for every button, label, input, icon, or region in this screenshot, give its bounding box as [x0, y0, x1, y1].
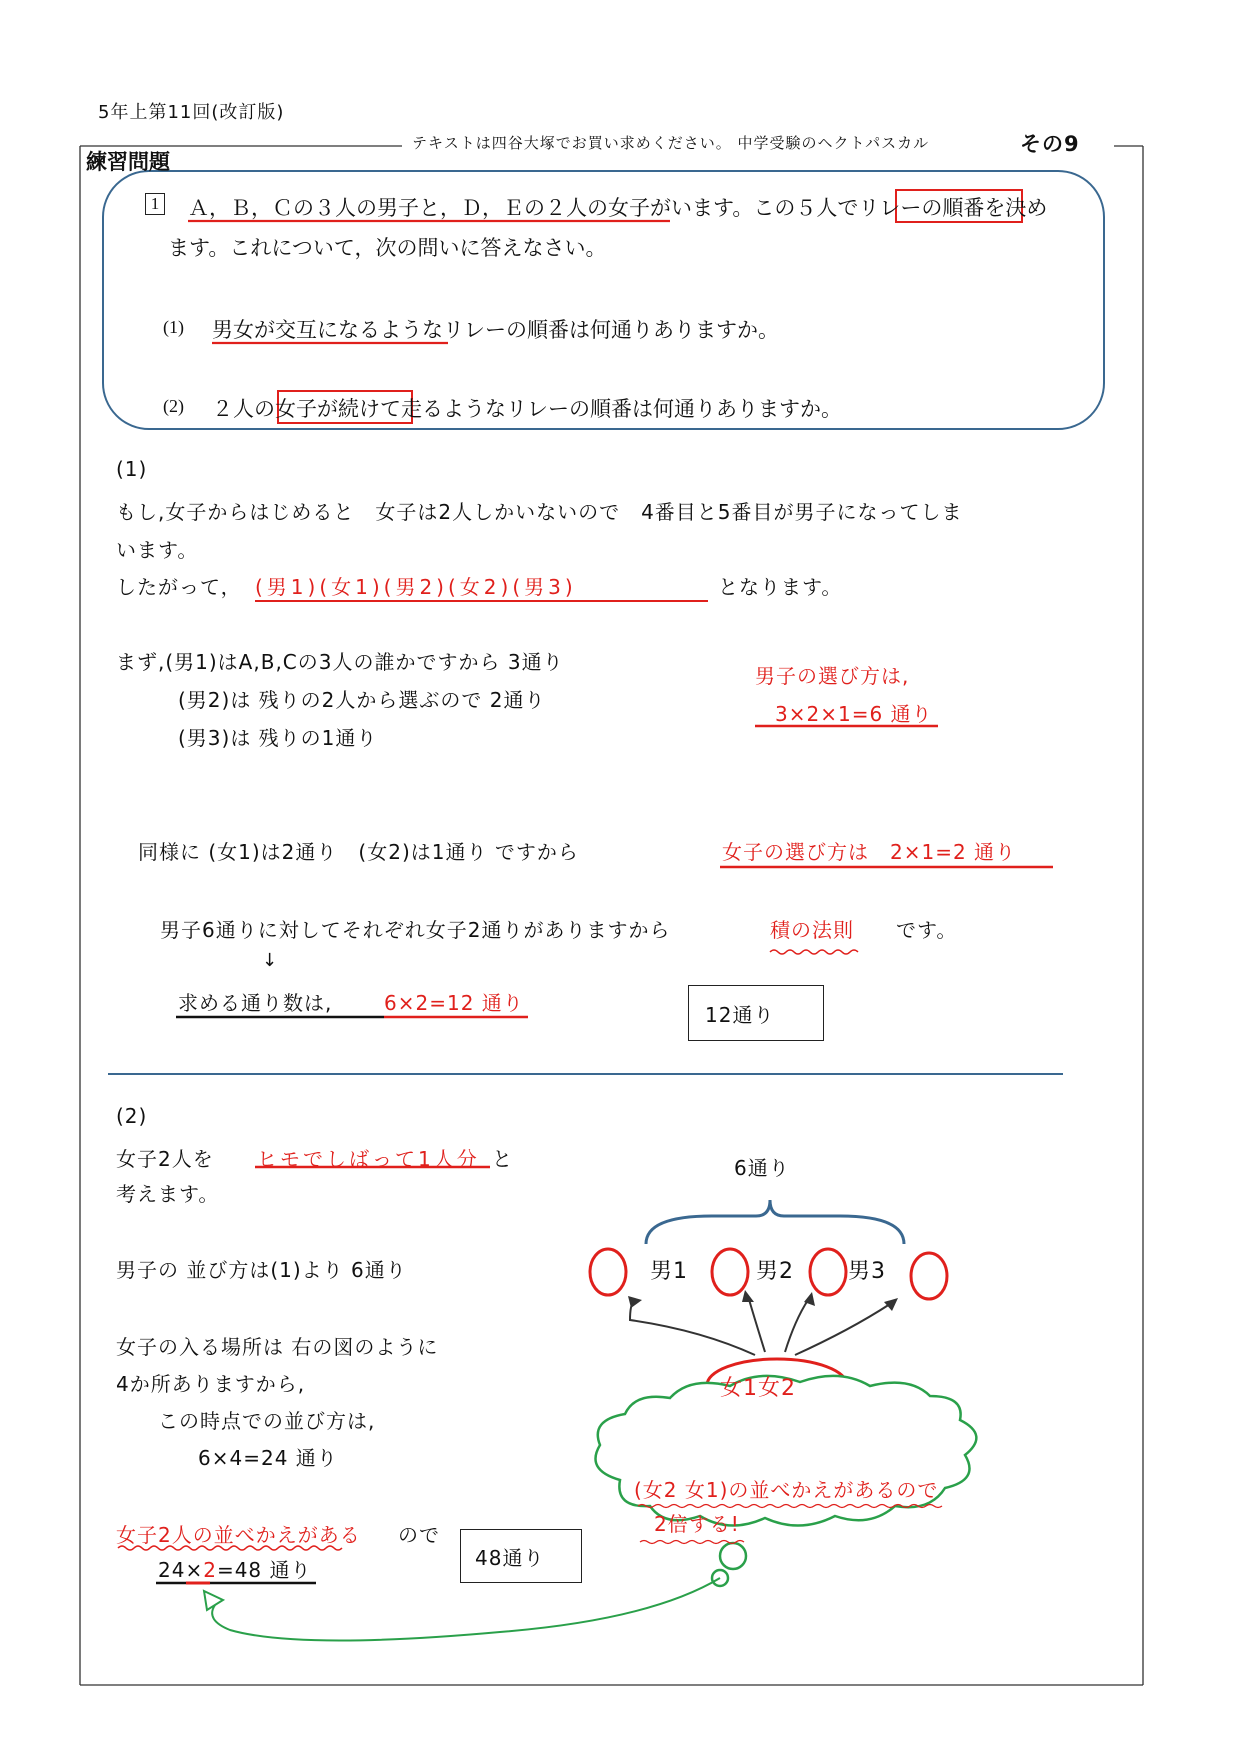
- girls-red: 女子の選び方は 2×1=2 通り: [722, 840, 1017, 864]
- slot-circle-1: [590, 1249, 626, 1295]
- part2-label: (2): [116, 1104, 148, 1128]
- product-tail: です。: [896, 918, 958, 942]
- boy-3: 男3: [848, 1259, 886, 1284]
- arrow-3: [785, 1300, 808, 1352]
- q2-text: ２人の女子が続けて走るようなリレーの順番は何通りありますか。: [212, 397, 842, 421]
- brace-label: 6通り: [734, 1156, 790, 1180]
- arrowhead-1: [628, 1296, 642, 1308]
- answer-box-2: [460, 1529, 582, 1583]
- arrowhead-2: [742, 1290, 754, 1302]
- part1-label: (1): [116, 457, 148, 481]
- part2-line8-tail: ので: [398, 1523, 440, 1547]
- part2-line2: 考えます。: [116, 1182, 220, 1206]
- girls-pair: 女1女2: [720, 1376, 796, 1401]
- part1-line2: います。: [116, 538, 199, 562]
- product-rule: 積の法則: [770, 918, 854, 942]
- part2-line5: 4か所ありますから,: [116, 1372, 306, 1396]
- part2-line1-lead: 女子2人を: [116, 1147, 214, 1171]
- boys-line2: (男2)は 残りの2人から選ぶので 2通り: [178, 688, 546, 712]
- boys-note-1: 男子の選び方は,: [755, 664, 910, 688]
- calc2-b: 2: [203, 1558, 217, 1582]
- boy-2: 男2: [756, 1259, 794, 1284]
- boys-line1: まず,(男1)はA,B,Cの3人の誰かですから 3通り: [116, 650, 564, 674]
- product-lead: 男子6通りに対してそれぞれ女子2通りがありますから: [160, 918, 671, 942]
- arrow-2: [748, 1296, 765, 1352]
- answer-2: 48通り: [475, 1546, 545, 1570]
- boys-line3: (男3)は 残りの1通り: [178, 726, 378, 750]
- problem-number: 1: [145, 193, 165, 215]
- green-arrow: [212, 1578, 720, 1641]
- problem-line1: Ａ，Ｂ，Ｃの３人の男子と，Ｄ，Ｅの２人の女子がいます。この５人でリレーの順番を決め: [188, 196, 1048, 220]
- q2-number: (2): [163, 396, 184, 416]
- cloud-line2: 2倍する!: [654, 1512, 740, 1536]
- part2-line7: 6×4=24 通り: [198, 1446, 338, 1470]
- part2-rearrange: 女子2人の並べかえがある: [116, 1523, 361, 1547]
- slot-circle-2: [712, 1249, 748, 1295]
- part2-line4: 女子の入る場所は 右の図のように: [116, 1335, 439, 1359]
- section-title: 練習問題: [86, 150, 170, 174]
- arrow-4: [795, 1304, 890, 1355]
- q1-number: (1): [163, 317, 184, 337]
- answer-1: 12通り: [705, 1003, 775, 1027]
- arrow-1: [630, 1300, 755, 1355]
- boy-1: 男1: [650, 1259, 688, 1284]
- q1-text: 男女が交互になるようなリレーの順番は何通りありますか。: [212, 318, 779, 342]
- cloud-bubble-1: [720, 1543, 746, 1569]
- girls-lead: 同様に (女1)は2通り (女2)は1通り ですから: [138, 840, 579, 864]
- header-note: テキストは四谷大塚でお買い求めください。 中学受験のヘクトパスカル: [412, 134, 930, 152]
- cloud-line1: (女2 女1)の並べかえがあるので: [634, 1478, 939, 1502]
- part2-line3: 男子の 並び方は(1)より 6通り: [116, 1258, 407, 1282]
- calc2-c: =48 通り: [216, 1558, 312, 1582]
- calc2-a: 24×: [158, 1558, 204, 1582]
- course-label: 5年上第11回(改訂版): [98, 102, 285, 123]
- calc2: [158, 1554, 312, 1583]
- wavy-product-rule: [770, 950, 858, 954]
- part1-order: (男1)(女1)(男2)(女2)(男3): [255, 575, 577, 599]
- answer-box-1: [688, 985, 824, 1041]
- boys-note-2: 3×2×1=6 通り: [775, 702, 933, 726]
- problem-line2: ます。これについて，次の問いに答えなさい。: [168, 236, 607, 260]
- part1-line3-tail: となります。: [718, 575, 843, 599]
- part-label: その9: [1020, 132, 1080, 156]
- part2-line6: この時点での並び方は,: [158, 1409, 376, 1433]
- wavy-cloud2: [640, 1541, 744, 1544]
- part1-line1: もし,女子からはじめると 女子は2人しかいないので 4番目と5番目が男子になってしま: [116, 500, 963, 524]
- calc-red: 6×2=12 通り: [384, 991, 524, 1015]
- part2-tie: ヒモでしばって1人分: [257, 1147, 480, 1171]
- calc-lead: 求める通り数は,: [178, 991, 333, 1015]
- slot-circle-3: [810, 1249, 846, 1295]
- down-arrow: ↓: [262, 950, 279, 971]
- slot-circle-4: [911, 1253, 947, 1299]
- part1-line3-lead: したがって，: [116, 575, 242, 599]
- brace: [646, 1200, 904, 1244]
- arrowhead-4: [884, 1298, 898, 1311]
- part2-line1-tail: と: [492, 1147, 513, 1171]
